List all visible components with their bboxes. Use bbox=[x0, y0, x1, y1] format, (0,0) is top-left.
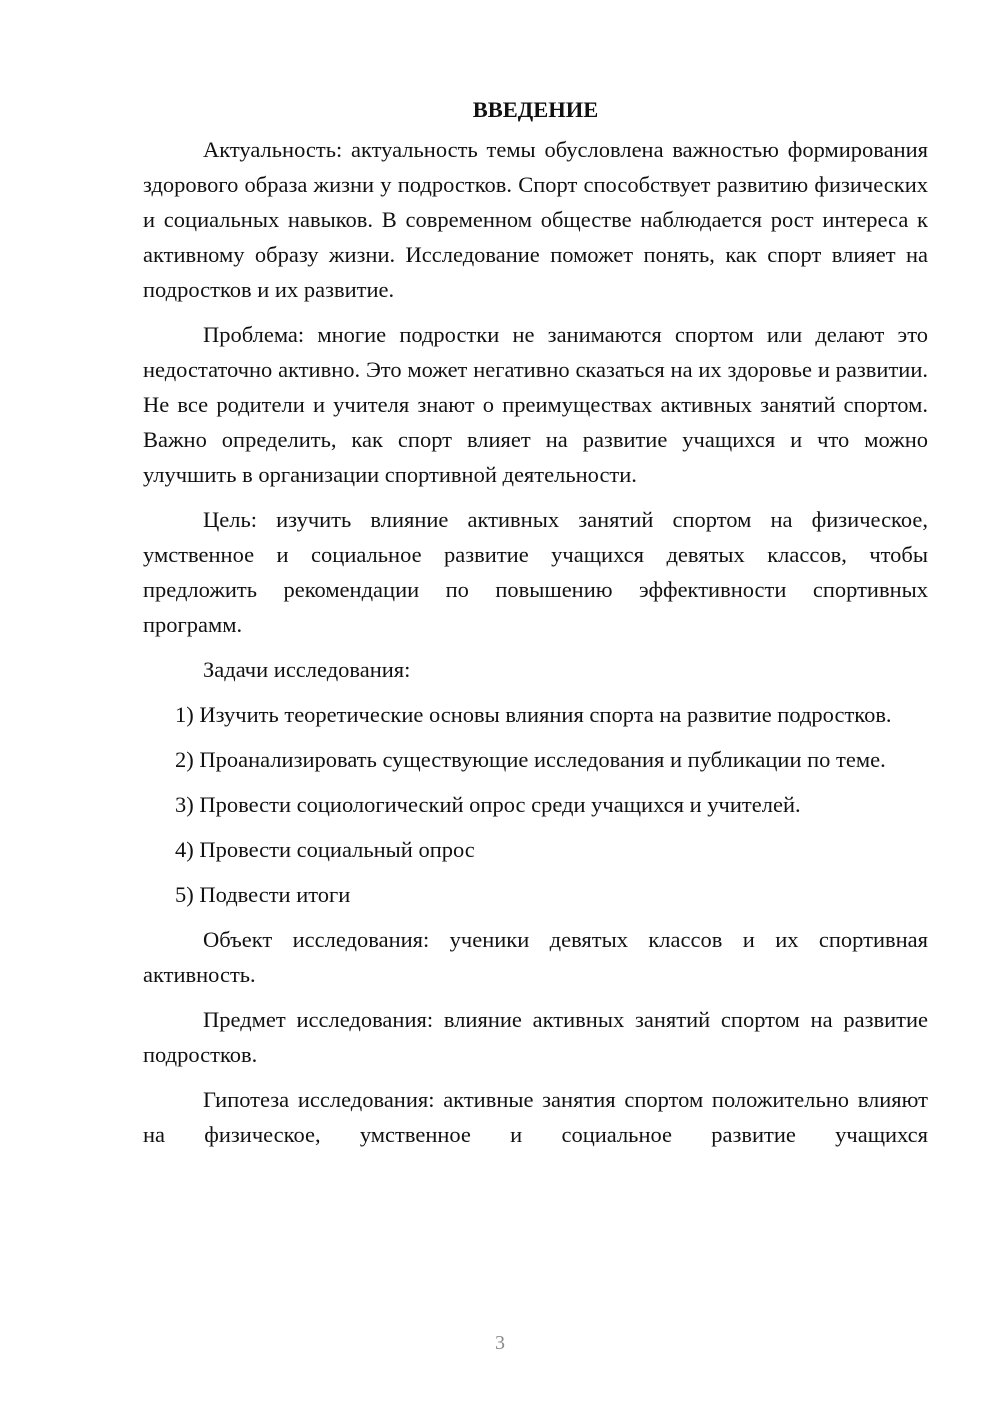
task-item-1: 1) Изучить теоретические основы влияния спорта на развитие подростков. bbox=[175, 702, 892, 727]
paragraph-problem: Проблема: многие подростки не занимаются спортом или делают это недостаточно активно. Это может негативно сказаться на их здоровье и развитии. Не все родители и учителя знают о преимуществах активных занятий спортом. Важно определить, как спорт влияет на развитие учащихся и что можно улучшить в организации спортивной деятельности. bbox=[143, 322, 928, 487]
paragraph-hypothesis: Гипотеза исследования: активные занятия спортом положительно влияют на физическое, умственное и социальное развитие учащихся bbox=[143, 1087, 928, 1147]
task-item-4: 4) Провести социальный опрос bbox=[175, 837, 475, 862]
task-item-5: 5) Подвести итоги bbox=[175, 882, 351, 907]
task-item-2: 2) Проанализировать существующие исследования и публикации по теме. bbox=[175, 747, 886, 772]
page-number: 3 bbox=[495, 1332, 505, 1354]
document-page bbox=[143, 92, 928, 1162]
paragraph-object: Объект исследования: ученики девятых классов и их спортивная активность. bbox=[143, 927, 928, 987]
page-title: ВВЕДЕНИЕ bbox=[472, 97, 599, 122]
paragraph-relevance: Актуальность: актуальность темы обусловлена важностью формирования здорового образа жизни у подростков. Спорт способствует развитию физических и социальных навыков. В современном обществе наблюдается рост интереса к активному образу жизни. Исследование поможет понять, как спорт влияет на подростков и их развитие. bbox=[143, 137, 928, 302]
task-item-3: 3) Провести социологический опрос среди учащихся и учителей. bbox=[175, 792, 801, 817]
paragraph-subject: Предмет исследования: влияние активных занятий спортом на развитие подростков. bbox=[143, 1007, 928, 1067]
paragraph-goal: Цель: изучить влияние активных занятий спортом на физическое, умственное и социальное развитие учащихся девятых классов, чтобы предложить рекомендации по повышению эффективности спортивных программ. bbox=[143, 507, 928, 637]
tasks-heading: Задачи исследования: bbox=[203, 657, 411, 682]
